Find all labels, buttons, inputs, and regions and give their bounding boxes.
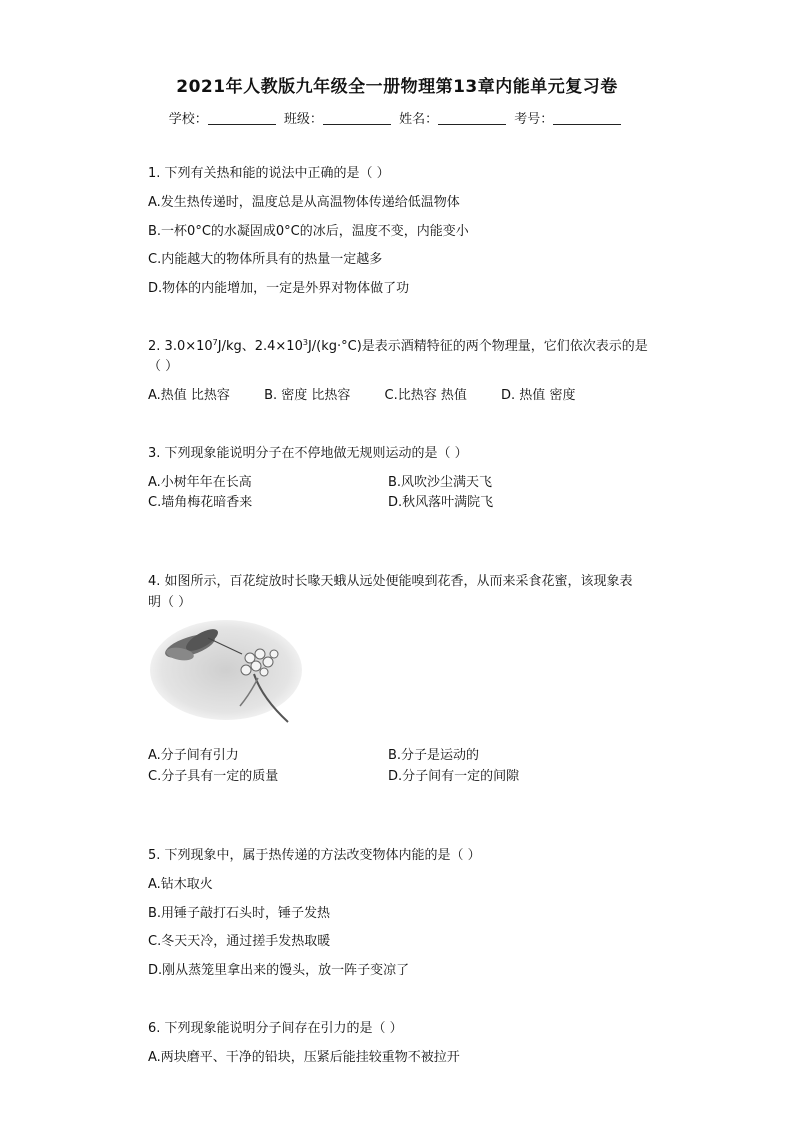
question-2-exponent-2: 3: [302, 338, 308, 347]
question-3-option-a: A.小树年年在长高: [148, 475, 252, 490]
student-info-row: [0, 108, 794, 127]
question-1-option-d: D.物体的内能增加，一定是外界对物体做了功: [148, 281, 410, 296]
question-3-option-c: C.墙角梅花暗香来: [148, 495, 253, 510]
question-2-number: 2.: [148, 339, 161, 354]
hawkmoth-flower-figure: [150, 618, 302, 726]
school-blank[interactable]: [208, 111, 276, 125]
question-6-option-a: A.两块磨平、干净的铅块，压紧后能挂较重物不被拉开: [148, 1050, 460, 1065]
question-5-option-d: D.刚从蒸笼里拿出来的馒头，放一阵子变凉了: [148, 963, 410, 978]
name-blank[interactable]: [438, 111, 506, 125]
class-blank[interactable]: [323, 111, 391, 125]
question-1-option-b: B.一杯0°C的水凝固成0°C的冰后，温度不变，内能变小: [148, 224, 469, 239]
question-2-option-b: B. 密度 比热容: [264, 388, 351, 403]
question-2-exponent-1: 7: [212, 338, 218, 347]
question-5-option-a: A.钻木取火: [148, 877, 213, 892]
question-2-unit-2: J/(kg·°C)是表示酒精特征的两个物理量，它们依次表示的是: [307, 339, 648, 354]
question-4-option-d: D.分子间有一定的间隙: [388, 769, 520, 784]
question-2-stem: [148, 335, 648, 354]
question-1-option-c: C.内能越大的物体所具有的热量一定越多: [148, 252, 383, 267]
question-2-value-1: 3.0×10: [164, 339, 213, 354]
question-1-option-a: A.发生热传递时，温度总是从高温物体传递给低温物体: [148, 195, 460, 210]
page-title: 2021年人教版九年级全一册物理第13章内能单元复习卷: [176, 77, 618, 97]
question-5-option-b: B.用锤子敲打石头时，锤子发热: [148, 906, 331, 921]
question-4-option-b: B.分子是运动的: [388, 748, 480, 763]
exam-number-label: 考号：: [514, 112, 554, 127]
question-2-unit-1: J/kg、2.4×10: [217, 339, 303, 354]
question-2-option-c: C.比热容 热值: [384, 388, 467, 403]
question-1-stem: 1. 下列有关热和能的说法中正确的是（ ）: [148, 166, 390, 181]
question-4-option-c: C.分子具有一定的质量: [148, 769, 279, 784]
question-2-option-d: D. 热值 密度: [501, 388, 576, 403]
question-2-options: [148, 384, 605, 403]
question-3-stem: 3. 下列现象能说明分子在不停地做无规则运动的是（ ）: [148, 446, 468, 461]
question-3-option-b: B.风吹沙尘满天飞: [388, 475, 493, 490]
question-5-stem: 5. 下列现象中，属于热传递的方法改变物体内能的是（ ）: [148, 848, 481, 863]
class-label: 班级：: [283, 112, 323, 127]
question-6-stem: 6. 下列现象能说明分子间存在引力的是（ ）: [148, 1021, 403, 1036]
question-2-paren: （ ）: [148, 359, 179, 374]
question-3-option-d: D.秋风落叶满院飞: [388, 495, 494, 510]
question-4-stem-line-1: 4. 如图所示，百花绽放时长喙天蛾从远处便能嗅到花香，从而来采食花蜜，该现象表: [148, 574, 633, 589]
school-label: 学校：: [168, 112, 208, 127]
question-5-option-c: C.冬天天冷，通过搓手发热取暖: [148, 934, 331, 949]
name-label: 姓名：: [399, 112, 439, 127]
exam-number-blank[interactable]: [553, 111, 621, 125]
question-4-stem-line-2: 明（ ）: [148, 595, 192, 610]
question-4-option-a: A.分子间有引力: [148, 748, 239, 763]
question-2-option-a: A.热值 比热容: [148, 388, 230, 403]
